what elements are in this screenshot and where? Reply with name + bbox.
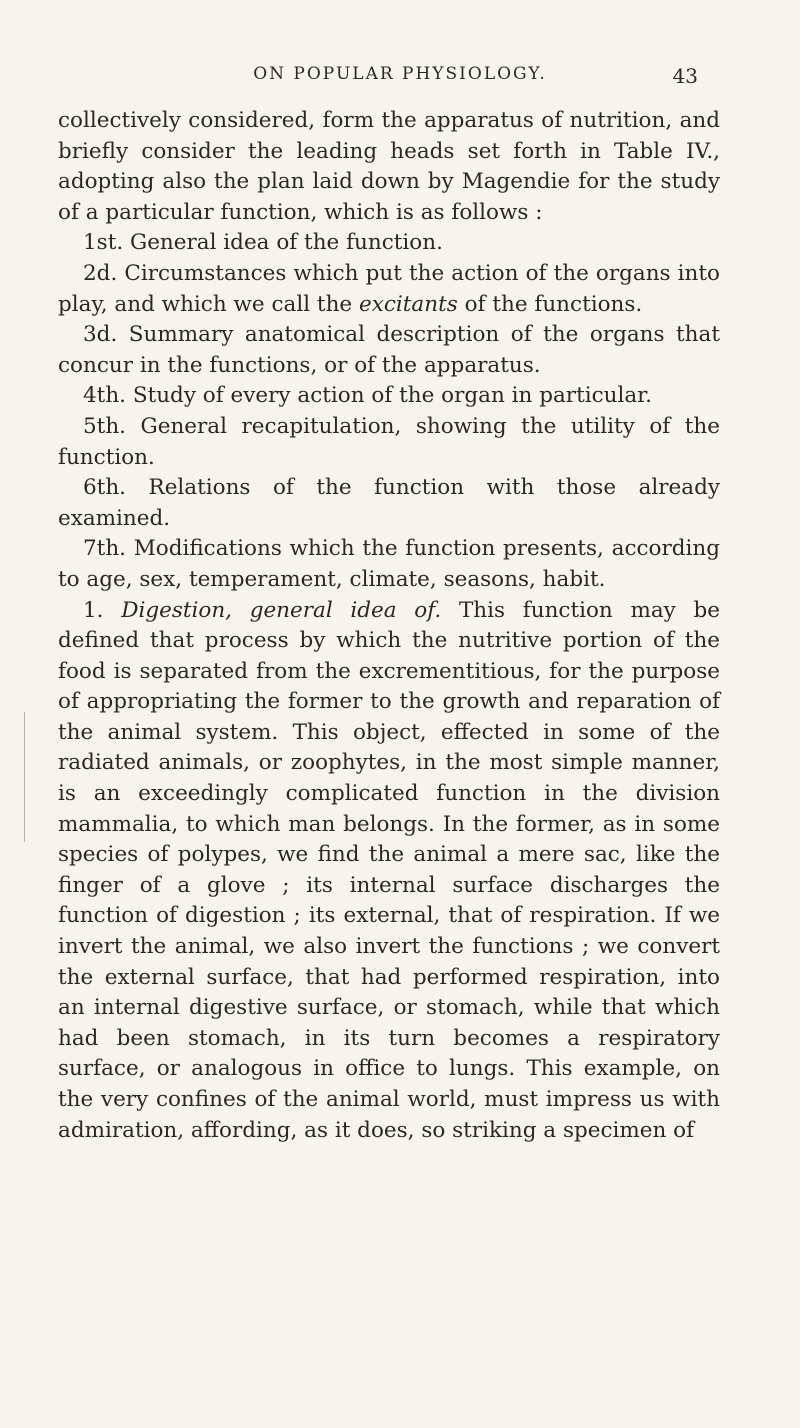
list-item-1	[58, 228, 720, 259]
list-item-6	[58, 473, 720, 534]
margin-bracket	[24, 712, 35, 842]
list-number: 5th.	[83, 413, 126, 439]
running-head: ON POPULAR PHYSIOLOGY.	[253, 64, 547, 84]
list-number: 3d.	[83, 322, 118, 348]
page-header	[0, 64, 800, 94]
section-digestion	[58, 596, 720, 1147]
section-heading: Digestion, general idea of.	[121, 597, 442, 623]
page-body	[58, 106, 720, 1146]
list-item-3	[58, 320, 720, 381]
section-text: This function may be defined that process by which the nutritive portion of the food is separated from the excrementitious, for the purpose of appropriating the former to the growth and reparation of the animal system. This object, effected in some of the radiated animals, or zoophytes, in the most simple manner, is an exceedingly complicated function in the division mammalia, to which man belongs. In the former, as in some species of polypes, we find the animal a mere sac, like the finger of a glove ; its internal surface discharges the function of digestion ; its external, that of respiration. If we invert the animal, we also invert the functions ; we convert the external surface, that had performed respiration, into an internal digestive surface, or stomach, while that which had been stomach, in its turn becomes a respiratory surface, or analogous in office to lungs. This example, on the very confines of the animal world, must impress us with admiration, affording, as it does, so striking a specimen of	[58, 597, 720, 1143]
list-number: 6th.	[83, 475, 126, 501]
list-text: Relations of the function with those already examined.	[58, 475, 720, 531]
list-text: General idea of the function.	[130, 230, 443, 256]
list-text: Circumstances which put the action of the organs into play, and which we call the	[58, 260, 720, 317]
list-number: 1st.	[83, 230, 124, 256]
list-number: 2d.	[83, 260, 118, 286]
list-item-7	[58, 534, 720, 595]
list-text: General recapitulation, showing the utility of the function.	[58, 413, 720, 470]
list-item-4	[58, 381, 720, 412]
list-item-5	[58, 412, 720, 473]
intro-paragraph: collectively considered, form the apparatus of nutrition, and briefly consider the leading heads set forth in Table IV., adopting also the plan laid down by Magendie for the study of a particular function, which is as follows :	[58, 108, 720, 225]
list-number: 4th.	[83, 383, 126, 409]
section-number: 1.	[83, 597, 104, 623]
list-item-2	[58, 259, 720, 320]
page-number: 43	[672, 64, 698, 88]
emphasis-term: excitants	[359, 291, 458, 317]
list-text: Study of every action of the organ in particular.	[132, 383, 652, 409]
list-text: Modifications which the function presents, according to age, sex, temperament, climate, seasons, habit.	[58, 536, 720, 592]
list-number: 7th.	[83, 536, 126, 562]
list-text: Summary anatomical description of the organs that concur in the functions, or of the apparatus.	[58, 322, 720, 378]
list-text: of the functions.	[464, 291, 643, 317]
